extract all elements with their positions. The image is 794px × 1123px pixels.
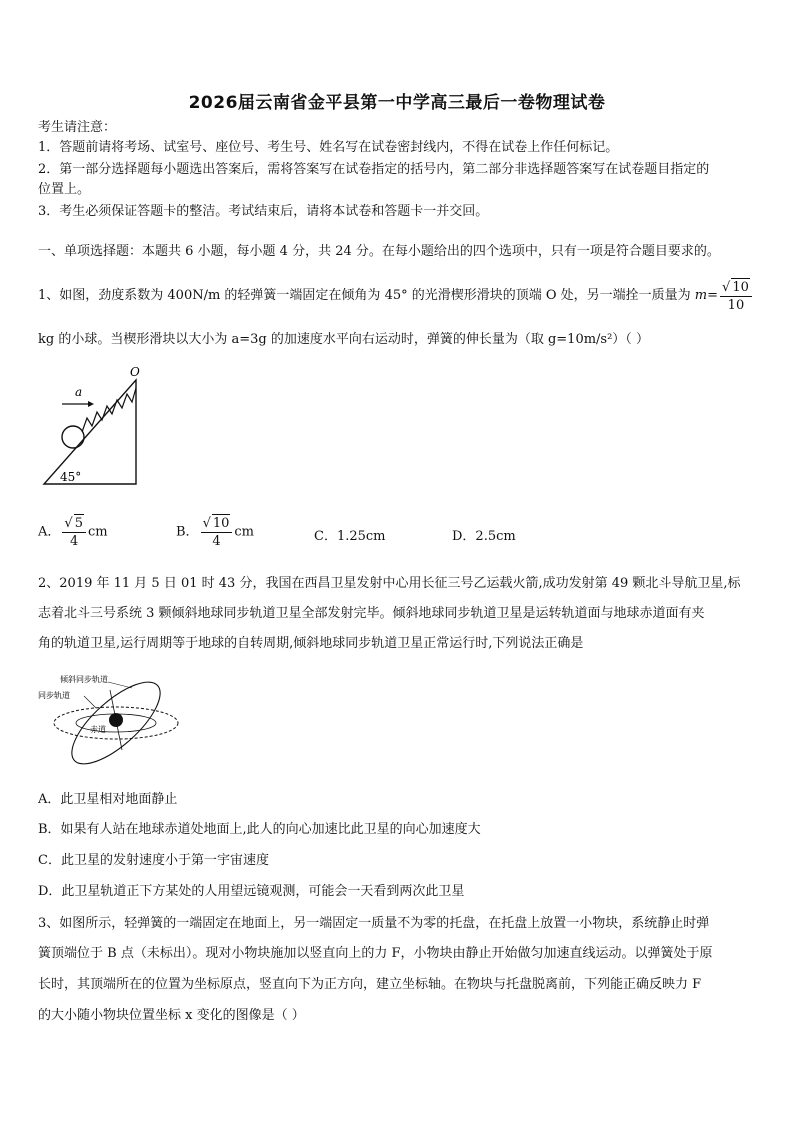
q1-option-d[interactable]: D．2.5cm — [452, 529, 516, 544]
pointer-sync — [84, 696, 96, 708]
q3-stem-line1: 3、如图所示，轻弹簧的一端固定在地面上，另一端固定一质量不为零的托盘，在托盘上放置一小物块，系统静止时弹 — [38, 916, 710, 931]
ball — [62, 426, 84, 448]
notice-item-3: 3．考生必须保证答题卡的整洁。考试结束后，请将本试卷和答题卡一并交回。 — [38, 204, 489, 219]
label-inclined-orbit: 倾斜同步轨道 — [60, 675, 108, 684]
q3-stem-line2: 簧顶端位于 B 点（未标出）。现对小物块施加以竖直向上的力 F，小物块由静止开始做匀加速直线运动。以弹簧处于原 — [38, 946, 713, 961]
label-a: a — [75, 385, 83, 399]
q2-orbit-figure — [36, 668, 186, 776]
wedge-shape — [44, 380, 136, 484]
q2-option-a[interactable]: A．此卫星相对地面静止 — [38, 792, 178, 807]
q1-mass-num: 10 — [732, 279, 749, 295]
q1-wedge-figure — [40, 362, 150, 490]
page-title: 2026届云南省金平县第一中学高三最后一卷物理试卷 — [188, 93, 606, 113]
notice-item-1: 1．答题前请将考场、试室号、座位号、考生号、姓名写在试卷密封线内，不得在试卷上作任何标记。 — [38, 140, 619, 155]
q3-stem-line4: 的大小随小物块位置坐标 x 变化的图像是（ ） — [38, 1008, 305, 1023]
notice-item-2: 2．第一部分选择题每小题选出答案后，需将答案写在试卷指定的括号内，第二部分非选择题答案写在试卷题目指定的 — [38, 162, 710, 177]
label-o: O — [130, 365, 140, 379]
notice-heading: 考生请注意： — [38, 120, 117, 135]
q1-mass-var: m — [694, 288, 708, 303]
q1-stem-text: 1、如图，劲度系数为 400N/m 的轻弹簧一端固定在倾角为 45° 的光滑楔形滑块的顶端 O 处，另一端拴一质量为 — [38, 288, 695, 303]
q1-stem-line2: kg 的小球。当楔形滑块以大小为 a=3g 的加速度水平向右运动时，弹簧的伸长量为（取 g=10m/s²）（ ） — [38, 332, 649, 347]
q1-option-b[interactable]: B． $\frac{√ 10}{4}$ cm — [176, 516, 255, 549]
q1-stem-line1 — [38, 276, 758, 316]
label-sync-orbit: 同步轨道 — [38, 691, 70, 700]
q2-option-b[interactable]: B．如果有人站在地球赤道处地面上,此人的向心加速比此卫星的向心加速度大 — [38, 822, 481, 837]
q1-mass-fraction: $\frac{√ 10}{10}$ — [720, 278, 752, 314]
q1-mass-den: 10 — [727, 297, 745, 313]
spring — [82, 388, 136, 432]
q2-option-c[interactable]: C．此卫星的发射速度小于第一宇宙速度 — [38, 853, 269, 868]
q1-option-a[interactable]: A． $\frac{√ 5}{4}$ cm — [38, 516, 108, 549]
q2-stem-line3: 角的轨道卫星,运行周期等于地球的自转周期,倾斜地球同步轨道卫星正常运行时,下列说法正确是 — [38, 636, 584, 651]
q3-stem-line3: 长时，其顶端所在的位置为坐标原点，竖直向下为正方向，建立坐标轴。在物块与托盘脱离前，下列能正确反映力 F — [38, 977, 702, 992]
pointer-incline — [108, 682, 132, 688]
q1-option-c[interactable]: C．1.25cm — [314, 529, 386, 544]
accel-arrow-head — [88, 401, 94, 407]
label-equator: 赤道 — [90, 725, 106, 734]
label-angle: 45° — [60, 470, 82, 484]
q2-stem-line1: 2、2019 年 11 月 5 日 01 时 43 分，我国在西昌卫星发射中心用长征三号乙运载火箭,成功发射第 49 颗北斗导航卫星,标 — [38, 576, 741, 591]
q2-option-d[interactable]: D．此卫星轨道正下方某处的人用望远镜观测，可能会一天看到两次此卫星 — [38, 884, 465, 899]
q1-eq: = — [707, 288, 719, 303]
q2-stem-line2: 志着北斗三号系统 3 颗倾斜地球同步轨道卫星全部发射完毕。倾斜地球同步轨道卫星是运转轨道面与地球赤道面有夹 — [38, 606, 705, 621]
section-heading: 一、单项选择题：本题共 6 小题，每小题 4 分，共 24 分。在每小题给出的四个选项中，只有一项是符合题目要求的。 — [38, 244, 720, 259]
notice-item-2-cont: 位置上。 — [38, 182, 91, 197]
